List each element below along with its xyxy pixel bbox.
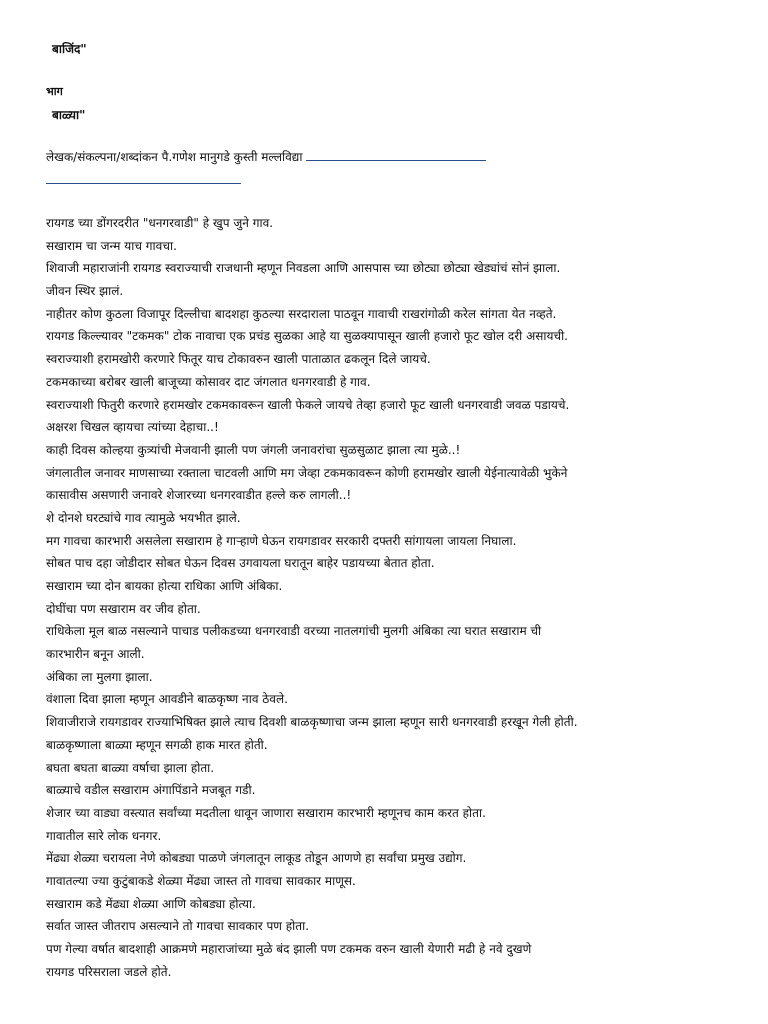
author-underline (306, 148, 486, 161)
body-line: शिवाजी महाराजांनी रायगड स्वराज्याची राजधानी म्हणून निवडला आणि आसपास च्या छोट्या छोट्या खेड्यांचं सोनं झाला. (46, 261, 561, 276)
body-line: मग गावचा कारभारी असलेला सखाराम हे गाऱ्हाणे घेऊन रायगडावर सरकारी दफ्तरी सांगायला जायला निघाला. (46, 533, 517, 548)
body-line: अक्षरश चिखल व्हायचा त्यांच्या देहाचा..! (46, 420, 219, 435)
body-line: सखाराम कडे मेंढ्या शेळ्या आणि कोबड्या होत्या. (46, 896, 256, 911)
body-line: दोघींचा पण सखाराम वर जीव होता. (46, 601, 201, 616)
body-line: नाहीतर कोण कुठला विजापूर दिल्लीचा बादशहा कुठल्या सरदाराला पाठवून गावाची राखरांगोळी करेल सांगता येत नव्हते. (46, 306, 557, 321)
body-line: शिवाजीराजे रायगडावर राज्याभिषिक्त झाले त्याच दिवशी बाळकृष्णाचा जन्म झाला म्हणून सारी धनगरवाडी हरखून गेली होती. (46, 715, 578, 730)
story-body (46, 212, 716, 983)
body-line: कासावीस असणारी जनावरे शेजारच्या धनगरवाडीत हल्ले करु लागली..! (46, 488, 352, 503)
body-line: गावातील सारे लोक धनगर. (46, 828, 162, 843)
body-line: सोबत पाच दहा जोडीदार सोबत घेऊन दिवस उगवायला घरातून बाहेर पडायच्या बेतात होता. (46, 556, 435, 571)
body-line: रायगड किल्ल्यावर "टकमक" टोक नावाचा एक प्रचंड सुळका आहे या सुळक्यापासून खाली हजारो फूट खोल दरी असायची. (46, 329, 568, 344)
body-line: जंगलातील जनावर माणसाच्या रक्ताला चाटवली आणि मग जेव्हा टकमकावरून कोणी हरामखोर खाली येईनात्यावेळी भुकेने (46, 465, 568, 480)
document-title: बाजिंद" (52, 42, 87, 56)
body-line: सखाराम चा जन्म याच गावचा. (46, 238, 177, 253)
body-line: बाळकृष्णाला बाळ्या म्हणून सगळी हाक मारत होती. (46, 737, 268, 752)
body-line: स्वराज्याशी हरामखोरी करणारे फितूर याच टोकावरुन खाली पाताळात ढकलून दिले जायचे. (46, 352, 431, 367)
separator-rule (46, 183, 241, 184)
body-line: वंशाला दिवा झाला म्हणून आवडीने बाळकृष्ण नाव ठेवले. (46, 692, 288, 707)
body-line: टकमकाच्या बरोबर खाली बाजूच्या कोसावर दाट जंगलात धनगरवाडी हे गाव. (46, 374, 371, 389)
body-line: अंबिका ला मुलगा झाला. (46, 669, 153, 684)
part-title: बाळ्या" (52, 108, 86, 122)
body-line: रायगड च्या डोंगरदरीत "धनगरवाडी" हे खुप जुने गाव. (46, 216, 274, 230)
body-line: सर्वात जास्त जीतराप असल्याने तो गावचा सावकार पण होता. (46, 919, 310, 934)
body-line: गावातल्या ज्या कुटुंबाकडे शेळ्या मेंढ्या जास्त तो गावचा सावकार माणूस. (46, 873, 356, 888)
part-label: भाग (46, 85, 63, 98)
body-line: कारभारीन बनून आली. (46, 647, 145, 662)
body-line: जीवन स्थिर झालं. (46, 284, 124, 299)
body-line: पण गेल्या वर्षात बादशाही आक्रमणे महाराजांच्या मुळे बंद झाली पण टकमक वरुन खाली येणारी मढी हे नवे दुखणे (46, 942, 532, 956)
body-line: शे दोनशे घरट्यांचे गाव त्यामुळे भयभीत झाले. (46, 510, 241, 525)
body-line: काही दिवस कोल्हया कुत्र्यांची मेजवानी झाली पण जंगली जनावरांचा सुळसुळाट झाला त्या मुळे..! (46, 442, 461, 457)
body-line: स्वराज्याशी फितुरी करणारे हरामखोर टकमकावरून खाली फेकले जायचे तेव्हा हजारो फूट खाली धनगरवाडी जवळ पडायचे. (46, 397, 570, 412)
author-text: लेखक/संकल्पना/शब्दांकन पै.गणेश मानुगडे कुस्ती मल्लविद्या (46, 150, 303, 164)
body-line: सखाराम च्या दोन बायका होत्या राधिका आणि अंबिका. (46, 579, 283, 593)
body-line: मेंढ्या शेळ्या चरायला नेणे कोबड्या पाळणे जंगलातून लाकूड तोडून आणणे हा सर्वांचा प्रमुख उद्योग. (46, 851, 467, 866)
body-line: राधिकेला मूल बाळ नसल्याने पाचाड पलीकडच्या धनगरवाडी वरच्या नातलगांची मुलगी अंबिका त्या घरात सखाराम ची (46, 624, 542, 639)
author-line (46, 148, 726, 165)
body-line: बाळ्याचे वडील सखाराम अंगापिंडाने मजबूत गडी. (46, 783, 256, 798)
body-line: बघता बघता बाळ्या वर्षाचा झाला होता. (46, 760, 215, 775)
body-line: शेजार च्या वाड्या वस्त्यात सर्वांच्या मदतीला धावून जाणारा सखाराम कारभारी म्हणूनच काम करत होता. (46, 805, 486, 820)
body-line: रायगड परिसराला जडले होते. (46, 964, 172, 979)
